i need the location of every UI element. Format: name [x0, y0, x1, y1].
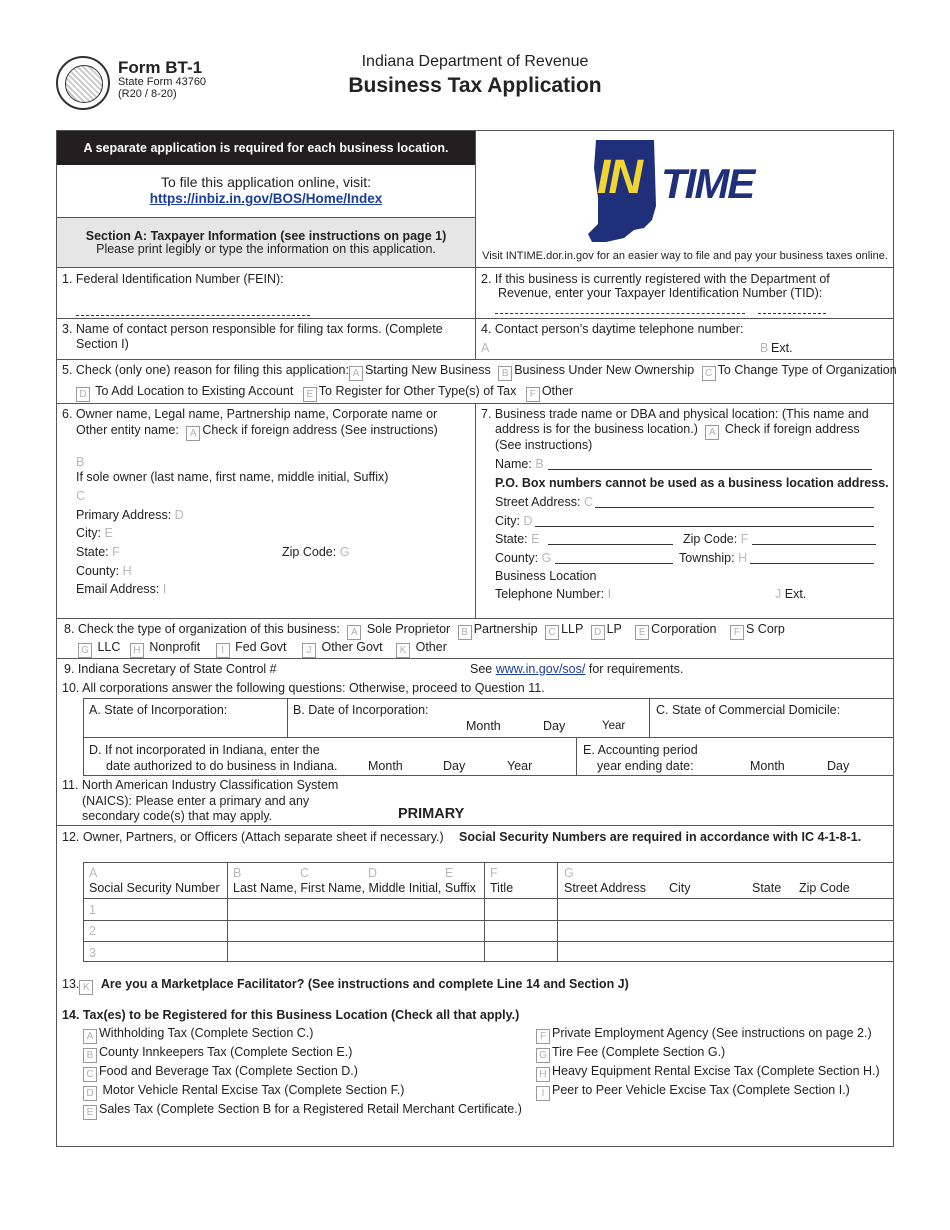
col-letter-c: C	[300, 866, 310, 880]
q10-d-month: Month	[368, 759, 403, 773]
q5-option-label: To Add Location to Existing Account	[95, 384, 294, 398]
divider	[83, 920, 894, 921]
q9-label: 9. Indiana Secretary of State Control #	[64, 662, 277, 676]
checkbox-llp[interactable]: C	[545, 625, 559, 640]
intime-text: Visit INTIME.dor.in.gov for an easier way to file and pay your business taxes online.	[482, 250, 888, 262]
table-row[interactable]: 3	[89, 946, 96, 960]
table-row[interactable]: 1	[89, 903, 96, 917]
divider	[56, 825, 894, 826]
checkbox-tire-fee[interactable]: G	[536, 1048, 550, 1063]
q8-option-label: LLP	[561, 622, 584, 636]
q14-left-column	[83, 1025, 522, 1120]
divider	[56, 658, 894, 659]
q7-field-i-letter: I	[607, 587, 612, 601]
divider	[576, 737, 577, 776]
tax-option-motor-vehicle	[83, 1082, 522, 1101]
divider	[484, 862, 485, 962]
col-header-ssn: Social Security Number	[89, 881, 220, 895]
tax-option-peer-vehicle	[536, 1082, 880, 1101]
q13-label: Are you a Marketplace Facilitator? (See instructions and complete Line 14 and Section J)	[100, 977, 629, 991]
tid-field[interactable]	[495, 308, 745, 314]
q7-field-j-letter: J	[775, 587, 782, 601]
divider	[56, 618, 894, 619]
q10-day-label: Day	[543, 719, 566, 733]
tax-option-innkeepers	[83, 1044, 522, 1063]
q6-sole-owner-label: If sole owner (last name, first name, middle initial, Suffix)	[76, 470, 389, 484]
q7-township-field[interactable]	[750, 563, 874, 564]
tax-option-label: County Innkeepers Tax (Complete Section E.)	[99, 1045, 353, 1059]
checkbox-food-beverage-tax[interactable]: C	[83, 1067, 97, 1082]
q7-name-label: Name: B	[495, 457, 544, 471]
q7-label-cont-2: (See instructions)	[495, 438, 593, 452]
col-header-title: Title	[490, 881, 514, 895]
q2-label-cont: Revenue, enter your Taxpayer Identification Number (TID):	[498, 286, 823, 300]
q7-name-field[interactable]	[548, 469, 872, 470]
tax-option-heavy-equipment	[536, 1063, 880, 1082]
q7-field-g-letter: G	[541, 551, 552, 565]
q6-state-label: State: F	[76, 545, 120, 559]
q10-d-label: D. If not incorporated in Indiana, enter the	[89, 743, 320, 757]
q7-zip-label: Zip Code: F	[683, 532, 749, 546]
checkbox-q6-foreign-address[interactable]: A	[186, 426, 200, 441]
tax-option-label: Food and Beverage Tax (Complete Section D.)	[99, 1064, 358, 1078]
q7-field-h-letter: H	[738, 551, 748, 565]
q7-street-label: Street Address: C	[495, 495, 593, 509]
q6-zip-label: Zip Code: G	[282, 545, 350, 559]
section-a-subtitle: Please print legibly or type the information on this application.	[96, 242, 436, 256]
q6-label-row	[76, 423, 438, 441]
divider	[287, 698, 288, 737]
q6-field-b-letter: B	[76, 455, 85, 469]
fein-field[interactable]	[76, 308, 310, 316]
tax-option-label: Sales Tax (Complete Section B for a Registered Retail Merchant Certificate.)	[99, 1102, 522, 1116]
q7-county-field[interactable]	[555, 563, 673, 564]
form-revision: (R20 / 8-20)	[118, 88, 177, 100]
q13-number: 13.	[62, 977, 80, 991]
checkbox-lp[interactable]: D	[591, 625, 605, 640]
q10-d-day: Day	[443, 759, 466, 773]
tax-option-label: Motor Vehicle Rental Excise Tax (Complete Section F.)	[102, 1083, 405, 1097]
q6-primary-address-label: Primary Address: D	[76, 508, 184, 522]
state-form-number: State Form 43760	[118, 76, 207, 88]
checkbox-other-tax-types[interactable]: E	[303, 387, 317, 402]
q6-field-d-letter: D	[174, 508, 184, 522]
q8-option-label: LLC	[97, 640, 121, 654]
q7-field-e-letter: E	[531, 532, 540, 546]
q5-option-label: To Change Type of Organization	[717, 363, 897, 377]
checkbox-new-ownership[interactable]: B	[498, 366, 512, 381]
checkbox-marketplace-facilitator[interactable]: K	[79, 980, 93, 995]
q10-e-label-cont: year ending date:	[597, 759, 694, 773]
q6-field-f-letter: F	[112, 545, 120, 559]
col-letter-f: F	[490, 866, 498, 880]
col-header-state: State	[752, 881, 782, 895]
intime-logo-time: TIME	[661, 160, 754, 207]
q10-date-incorporation: B. Date of Incorporation:	[293, 703, 429, 717]
naics-primary-label: PRIMARY	[398, 806, 465, 822]
form-id: Form BT-1	[118, 58, 203, 77]
q7-state-field[interactable]	[548, 544, 673, 545]
q8-option-label: Sole Proprietor	[366, 622, 451, 636]
q5-label: 5. Check (only one) reason for filing this application:	[62, 363, 349, 377]
q11-label-cont: (NAICS): Please enter a primary and any	[82, 794, 310, 808]
tax-option-label: Peer to Peer Vehicle Excise Tax (Complete Section I.)	[552, 1083, 850, 1097]
checkbox-motor-vehicle-tax[interactable]: D	[83, 1086, 97, 1101]
q3-label-cont: Section I)	[76, 337, 129, 351]
q1-label: 1. Federal Identification Number (FEIN):	[62, 272, 284, 286]
col-header-name: Last Name, First Name, Middle Initial, Suffix	[233, 881, 476, 895]
q6-field-e-letter: E	[104, 526, 113, 540]
q6-city-label: City: E	[76, 526, 113, 540]
checkbox-add-location[interactable]: D	[76, 387, 90, 402]
q10-e-month: Month	[750, 759, 785, 773]
q10-state-incorporation: A. State of Incorporation:	[89, 703, 228, 717]
tax-option-food-beverage	[83, 1063, 522, 1082]
q5-option-label: Starting New Business	[364, 363, 491, 377]
q8-option-label: Other Govt	[321, 640, 383, 654]
checkbox-peer-vehicle-tax[interactable]: I	[536, 1086, 550, 1101]
q7-field-d-letter: D	[523, 514, 533, 528]
q4-field-a-letter: A	[481, 341, 490, 355]
divider	[83, 941, 894, 942]
checkbox-partnership[interactable]: B	[458, 625, 472, 640]
col-letter-d: D	[368, 866, 378, 880]
q7-city-label: City: D	[495, 514, 533, 528]
q7-street-field[interactable]	[595, 507, 874, 508]
tax-option-label: Private Employment Agency (See instructions on page 2.)	[552, 1026, 872, 1040]
tax-option-label: Heavy Equipment Rental Excise Tax (Complete Section H.)	[552, 1064, 880, 1078]
online-text: To file this application online, visit:	[160, 174, 372, 190]
tax-option-withholding	[83, 1025, 522, 1044]
q5-option-label: Other	[541, 384, 574, 398]
table-row[interactable]: 2	[89, 924, 96, 938]
checkbox-other-reason[interactable]: F	[526, 387, 540, 402]
checkbox-change-org-type[interactable]: C	[702, 366, 716, 381]
tax-option-tire-fee	[536, 1044, 880, 1063]
checkbox-s-corp[interactable]: F	[730, 625, 744, 640]
q4-field-b-letter: B	[760, 341, 769, 355]
col-letter-e: E	[445, 866, 454, 880]
q6-field-i-letter: I	[162, 582, 167, 596]
checkbox-withholding-tax[interactable]: A	[83, 1029, 97, 1044]
checkbox-corporation[interactable]: E	[635, 625, 649, 640]
q5-option-label: To Register for Other Type(s) of Tax	[318, 384, 517, 398]
col-header-city: City	[669, 881, 691, 895]
q10-month-label: Month	[466, 719, 501, 733]
q7-telephone-label: Telephone Number: I	[495, 587, 612, 601]
q10-e-label: E. Accounting period	[583, 743, 698, 757]
q12-label: 12. Owner, Partners, or Officers (Attach separate sheet if necessary.)	[62, 830, 444, 844]
page-title: Business Tax Application	[348, 74, 602, 97]
col-letter-a: A	[89, 866, 98, 880]
q6-label: 6. Owner name, Legal name, Partnership name, Corporate name or	[62, 407, 438, 421]
q6-label-cont: Other entity name:	[76, 423, 179, 437]
divider	[649, 698, 650, 737]
q7-po-box-note: P.O. Box numbers cannot be used as a business location address.	[495, 476, 889, 490]
divider	[475, 267, 476, 359]
q11-label-cont-2: secondary code(s) that may apply.	[82, 809, 273, 823]
checkbox-sole-proprietor[interactable]: A	[347, 625, 361, 640]
tax-option-employment-agency	[536, 1025, 880, 1044]
q6-county-label: County: H	[76, 564, 132, 578]
checkbox-llc[interactable]: G	[78, 643, 92, 658]
q7-business-location-label: Business Location	[495, 569, 597, 583]
sos-link[interactable]: www.in.gov/sos/	[495, 662, 586, 676]
checkbox-heavy-equipment-tax[interactable]: H	[536, 1067, 550, 1082]
q10-label: 10. All corporations answer the following questions: Otherwise, proceed to Question 11.	[62, 681, 545, 695]
section-a-title: Section A: Taxpayer Information (see instructions on page 1)	[85, 229, 447, 243]
q7-county-label: County: G	[495, 551, 552, 565]
q5-option-label: Business Under New Ownership	[514, 363, 695, 377]
q7-label: 7. Business trade name or DBA and physical location: (This name and	[481, 407, 869, 421]
q8-option-label: Corporation	[651, 622, 717, 636]
col-header-street: Street Address	[564, 881, 646, 895]
divider	[475, 403, 476, 618]
divider	[475, 130, 476, 267]
col-letter-b: B	[233, 866, 242, 880]
q7-field-f-letter: F	[740, 532, 749, 546]
col-header-zip: Zip Code	[799, 881, 850, 895]
q8-row-2	[78, 640, 447, 658]
q10-d-year: Year	[507, 759, 533, 773]
divider	[557, 862, 558, 962]
q10-d-label-cont: date authorized to do business in Indiana.	[106, 759, 338, 773]
q7-field-c-letter: C	[583, 495, 593, 509]
owners-table	[83, 862, 894, 962]
q8-row-1	[64, 622, 785, 640]
checkbox-employment-agency[interactable]: F	[536, 1029, 550, 1044]
q9-requirements: See www.in.gov/sos/ for requirements.	[470, 662, 684, 676]
q6-email-label: Email Address: I	[76, 582, 167, 596]
divider	[56, 359, 894, 360]
q7-ext-label: J Ext.	[775, 587, 807, 601]
divider	[83, 737, 894, 738]
q6-field-c-letter: C	[76, 489, 86, 503]
q8-option-label: Nonprofit	[149, 640, 201, 654]
tax-option-label: Tire Fee (Complete Section G.)	[552, 1045, 726, 1059]
q2-label: 2. If this business is currently registered with the Department of	[481, 272, 830, 286]
checkbox-starting-new-business[interactable]: A	[349, 366, 363, 381]
q6-field-g-letter: G	[339, 545, 350, 559]
department-name: Indiana Department of Revenue	[361, 53, 589, 70]
checkbox-innkeepers-tax[interactable]: B	[83, 1048, 97, 1063]
divider	[83, 898, 894, 899]
q10-e-day: Day	[827, 759, 850, 773]
q14-right-column	[536, 1025, 880, 1101]
q10-year-label: Year	[602, 720, 626, 732]
q13-row	[62, 977, 629, 995]
divider	[56, 318, 894, 319]
q4-label: 4. Contact person’s daytime telephone number:	[481, 322, 744, 336]
q8-option-label: S Corp	[745, 622, 785, 636]
tax-option-label: Withholding Tax (Complete Section C.)	[99, 1026, 314, 1040]
col-letter-g: G	[564, 866, 574, 880]
q6-field-h-letter: H	[122, 564, 132, 578]
checkbox-fed-govt[interactable]: I	[216, 643, 230, 658]
separate-notice-band: A separate application is required for each business location.	[57, 131, 475, 165]
q6-foreign-label: Check if foreign address (See instructions)	[202, 423, 438, 437]
q4-ext-label: Ext.	[771, 341, 793, 355]
q12-ssn-note: Social Security Numbers are required in accordance with IC 4-1-8-1.	[459, 830, 862, 844]
divider	[227, 862, 228, 962]
checkbox-nonprofit[interactable]: H	[130, 643, 144, 658]
q10-state-domicile: C. State of Commercial Domicile:	[656, 703, 841, 717]
q11-label: 11. North American Industry Classification System	[62, 778, 339, 792]
q5-row-1	[62, 363, 897, 381]
intime-logo-in: IN	[597, 151, 641, 204]
q7-field-b-letter: B	[535, 457, 544, 471]
tid-suffix-field[interactable]	[758, 308, 826, 314]
q3-label: 3. Name of contact person responsible for filing tax forms. (Complete	[62, 322, 443, 336]
q7-city-field[interactable]	[535, 526, 874, 527]
q8-option-label: Other	[415, 640, 447, 654]
q8-option-label: LP	[606, 622, 622, 636]
q7-zip-field[interactable]	[752, 544, 876, 545]
checkbox-sales-tax[interactable]: E	[83, 1105, 97, 1120]
q14-label: 14. Tax(es) to be Registered for this Business Location (Check all that apply.)	[62, 1008, 520, 1022]
q7-foreign-label: Check if foreign address	[724, 422, 860, 436]
q8-option-label: Fed Govt	[235, 640, 287, 654]
q8-option-label: Partnership	[473, 622, 538, 636]
tax-option-sales	[83, 1101, 522, 1120]
q7-state-label: State: E	[495, 532, 540, 546]
q8-label: 8. Check the type of organization of this business:	[64, 622, 340, 636]
checkbox-other-org[interactable]: K	[396, 643, 410, 658]
checkbox-q7-foreign-address[interactable]: A	[705, 425, 719, 440]
q5-row-2	[76, 384, 573, 402]
q7-township-label: Township: H	[679, 551, 748, 565]
online-link[interactable]: https://inbiz.in.gov/BOS/Home/Index	[149, 191, 383, 206]
q7-label-cont: address is for the business location.)	[495, 422, 698, 436]
checkbox-other-govt[interactable]: J	[302, 643, 316, 658]
